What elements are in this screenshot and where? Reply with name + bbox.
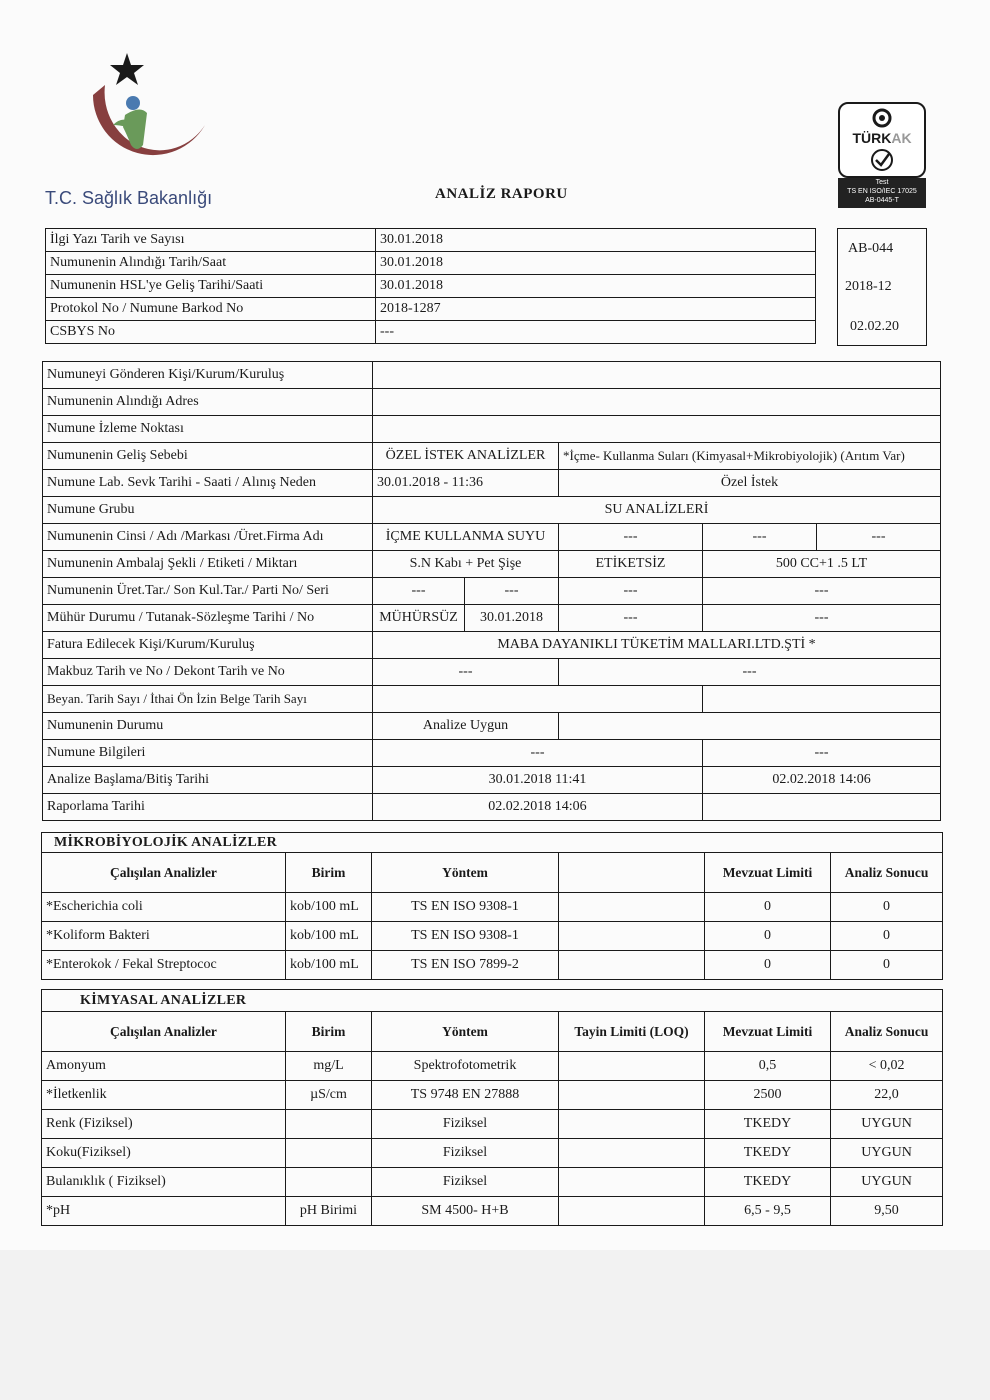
info-value: ETİKETSİZ	[559, 551, 703, 578]
analysis-name: *Escherichia coli	[42, 893, 286, 922]
info-label: Numune İzleme Noktası	[43, 416, 373, 443]
info-value	[373, 389, 941, 416]
info-label: Numunenin Cinsi / Adı /Markası /Üret.Firma Adı	[43, 524, 373, 551]
info-value: ---	[559, 524, 703, 551]
table-row	[42, 1168, 943, 1197]
analysis-name: *pH	[42, 1197, 286, 1226]
analysis-result: UYGUN	[831, 1139, 943, 1168]
info-value: S.N Kabı + Pet Şişe	[373, 551, 559, 578]
info-value: ---	[559, 605, 703, 632]
accreditation-line1: Test	[875, 179, 889, 186]
col-header-unit: Birim	[286, 1012, 372, 1052]
info-table	[42, 361, 941, 821]
report-title: ANALİZ RAPORU	[435, 186, 568, 202]
analysis-unit: pH Birimi	[286, 1197, 372, 1226]
analysis-loq	[559, 1197, 705, 1226]
table-row	[42, 1139, 943, 1168]
analysis-name: Renk (Fiziksel)	[42, 1110, 286, 1139]
analysis-result: 0	[831, 893, 943, 922]
turkak-name: TÜRK	[852, 130, 892, 146]
info-value: 30.01.2018 11:41	[373, 767, 703, 794]
analysis-loq	[559, 951, 705, 980]
info-label: Fatura Edilecek Kişi/Kurum/Kuruluş	[43, 632, 373, 659]
turkak-logo-icon	[838, 102, 926, 178]
analysis-unit	[286, 1110, 372, 1139]
analysis-method: Fiziksel	[372, 1168, 559, 1197]
micro-table	[41, 832, 943, 980]
table-row	[42, 1110, 943, 1139]
info-value	[559, 713, 941, 740]
table-row	[42, 1052, 943, 1081]
col-header-result: Analiz Sonucu	[831, 1012, 943, 1052]
ministry-logo-icon	[65, 45, 215, 180]
info-value: 30.01.2018	[465, 605, 559, 632]
top-label: CSBYS No	[46, 321, 376, 344]
info-label: Mühür Durumu / Tutanak-Sözleşme Tarihi / No	[43, 605, 373, 632]
info-label: Beyan. Tarih Sayı / İthai Ön İzin Belge Tarih Sayı	[43, 686, 373, 713]
analysis-name: Amonyum	[42, 1052, 286, 1081]
analysis-method: Fiziksel	[372, 1139, 559, 1168]
analysis-method: TS EN ISO 7899-2	[372, 951, 559, 980]
side-box	[837, 228, 927, 346]
analysis-unit: mg/L	[286, 1052, 372, 1081]
info-value: 500 CC+1 .5 LT	[703, 551, 941, 578]
analysis-loq	[559, 1081, 705, 1110]
analysis-unit: µS/cm	[286, 1081, 372, 1110]
info-value: SU ANALİZLERİ	[373, 497, 941, 524]
top-value: 30.01.2018	[376, 275, 816, 298]
analysis-method: TS EN ISO 9308-1	[372, 893, 559, 922]
info-value: İÇME KULLANMA SUYU	[373, 524, 559, 551]
page-footer-area	[0, 1250, 990, 1400]
analysis-method: Spektrofotometrik	[372, 1052, 559, 1081]
side-box-code: AB-044	[848, 241, 894, 256]
analysis-limit: 2500	[705, 1081, 831, 1110]
analysis-result: 0	[831, 951, 943, 980]
top-label: Numunenin Alındığı Tarih/Saat	[46, 252, 376, 275]
table-row	[42, 1197, 943, 1226]
analysis-name: Koku(Fiziksel)	[42, 1139, 286, 1168]
info-value: 02.02.2018 14:06	[373, 794, 703, 821]
analysis-loq	[559, 1139, 705, 1168]
col-header-method: Yöntem	[372, 853, 559, 893]
top-label: İlgi Yazı Tarih ve Sayısı	[46, 229, 376, 252]
col-header-limit: Mevzuat Limiti	[705, 1012, 831, 1052]
analysis-method: TS EN ISO 9308-1	[372, 922, 559, 951]
accreditation-line2: TS EN ISO/IEC 17025	[847, 188, 917, 195]
top-value: 30.01.2018	[376, 252, 816, 275]
analysis-unit: kob/100 mL	[286, 951, 372, 980]
col-header-result: Analiz Sonucu	[831, 853, 943, 893]
col-header-analysis: Çalışılan Analizler	[42, 1012, 286, 1052]
analysis-loq	[559, 1168, 705, 1197]
info-value	[373, 416, 941, 443]
analysis-limit: 6,5 - 9,5	[705, 1197, 831, 1226]
star-icon	[110, 53, 144, 85]
info-label: Numunenin Üret.Tar./ Son Kul.Tar./ Parti No/ Seri	[43, 578, 373, 605]
analysis-unit: kob/100 mL	[286, 893, 372, 922]
info-label: Numunenin Durumu	[43, 713, 373, 740]
info-value: *İçme- Kullanma Suları (Kimyasal+Mikrobiyolojik) (Arıtım Var)	[559, 443, 941, 470]
info-value: ---	[703, 740, 941, 767]
col-header-unit: Birim	[286, 853, 372, 893]
analysis-unit: kob/100 mL	[286, 922, 372, 951]
info-value: ---	[373, 578, 465, 605]
top-label: Protokol No / Numune Barkod No	[46, 298, 376, 321]
info-value: ---	[373, 659, 559, 686]
info-label: Numuneyi Gönderen Kişi/Kurum/Kuruluş	[43, 362, 373, 389]
analysis-loq	[559, 922, 705, 951]
analysis-loq	[559, 893, 705, 922]
analysis-result: 22,0	[831, 1081, 943, 1110]
info-value: ÖZEL İSTEK ANALİZLER	[373, 443, 559, 470]
col-header-loq: Tayin Limiti (LOQ)	[559, 1012, 705, 1052]
info-value: ---	[817, 524, 941, 551]
top-value: 2018-1287	[376, 298, 816, 321]
info-value: ---	[373, 740, 703, 767]
side-box-date: 02.02.20	[850, 319, 899, 334]
analysis-loq	[559, 1110, 705, 1139]
info-value: Analize Uygun	[373, 713, 559, 740]
info-label: Numune Lab. Sevk Tarihi - Saati / Alınış Neden	[43, 470, 373, 497]
top-value: ---	[376, 321, 816, 344]
info-value	[373, 686, 703, 713]
analysis-result: 0	[831, 922, 943, 951]
analysis-result: UYGUN	[831, 1168, 943, 1197]
col-header-analysis: Çalışılan Analizler	[42, 853, 286, 893]
analysis-method: SM 4500- H+B	[372, 1197, 559, 1226]
col-header-loq	[559, 853, 705, 893]
info-value: MABA DAYANIKLI TÜKETİM MALLARI.LTD.ŞTİ *	[373, 632, 941, 659]
turkak-name-suffix: AK	[891, 130, 912, 146]
info-value	[373, 362, 941, 389]
check-icon	[872, 150, 892, 170]
analysis-method: TS 9748 EN 27888	[372, 1081, 559, 1110]
top-value: 30.01.2018	[376, 229, 816, 252]
analysis-name: *Enterokok / Fekal Streptococ	[42, 951, 286, 980]
info-value	[703, 686, 941, 713]
analysis-name: *Koliform Bakteri	[42, 922, 286, 951]
info-value: Özel İstek	[559, 470, 941, 497]
analysis-method: Fiziksel	[372, 1110, 559, 1139]
analysis-limit: 0,5	[705, 1052, 831, 1081]
info-value: MÜHÜRSÜZ	[373, 605, 465, 632]
analysis-limit: 0	[705, 893, 831, 922]
info-value: ---	[559, 659, 941, 686]
info-label: Makbuz Tarih ve No / Dekont Tarih ve No	[43, 659, 373, 686]
analysis-result: 9,50	[831, 1197, 943, 1226]
info-label: Numunenin Alındığı Adres	[43, 389, 373, 416]
table-row	[42, 1081, 943, 1110]
analysis-limit: 0	[705, 951, 831, 980]
info-label: Analize Başlama/Bitiş Tarihi	[43, 767, 373, 794]
micro-title: MİKROBİYOLOJİK ANALİZLER	[42, 833, 943, 853]
analysis-result: UYGUN	[831, 1110, 943, 1139]
chem-table	[41, 989, 943, 1226]
table-row	[42, 893, 943, 922]
info-label: Numune Bilgileri	[43, 740, 373, 767]
table-row	[42, 922, 943, 951]
ministry-logo	[40, 45, 240, 215]
info-label: Numune Grubu	[43, 497, 373, 524]
analysis-unit	[286, 1168, 372, 1197]
info-value: ---	[703, 524, 817, 551]
info-value: ---	[703, 605, 941, 632]
info-value: 02.02.2018 14:06	[703, 767, 941, 794]
ministry-name: T.C. Sağlık Bakanlığı	[45, 188, 213, 208]
top-label: Numunenin HSL'ye Geliş Tarihi/Saati	[46, 275, 376, 298]
col-header-limit: Mevzuat Limiti	[705, 853, 831, 893]
analysis-unit	[286, 1139, 372, 1168]
accreditation-line3: AB-0445-T	[865, 197, 899, 204]
table-row	[42, 951, 943, 980]
top-table	[45, 228, 816, 344]
info-value: ---	[559, 578, 703, 605]
analysis-limit: TKEDY	[705, 1110, 831, 1139]
info-value: ---	[465, 578, 559, 605]
analysis-name: Bulanıklık ( Fiziksel)	[42, 1168, 286, 1197]
analysis-loq	[559, 1052, 705, 1081]
info-value: 30.01.2018 - 11:36	[373, 470, 559, 497]
analysis-result: < 0,02	[831, 1052, 943, 1081]
analysis-limit: TKEDY	[705, 1168, 831, 1197]
info-value	[703, 794, 941, 821]
col-header-method: Yöntem	[372, 1012, 559, 1052]
chem-title: KİMYASAL ANALİZLER	[42, 990, 943, 1012]
info-label: Numunenin Geliş Sebebi	[43, 443, 373, 470]
analysis-limit: 0	[705, 922, 831, 951]
info-label: Raporlama Tarihi	[43, 794, 373, 821]
analysis-limit: TKEDY	[705, 1139, 831, 1168]
side-box-year: 2018-12	[845, 279, 892, 294]
turkak-logo	[835, 102, 927, 210]
info-value: ---	[703, 578, 941, 605]
info-label: Numunenin Ambalaj Şekli / Etiketi / Miktarı	[43, 551, 373, 578]
analysis-name: *İletkenlik	[42, 1081, 286, 1110]
